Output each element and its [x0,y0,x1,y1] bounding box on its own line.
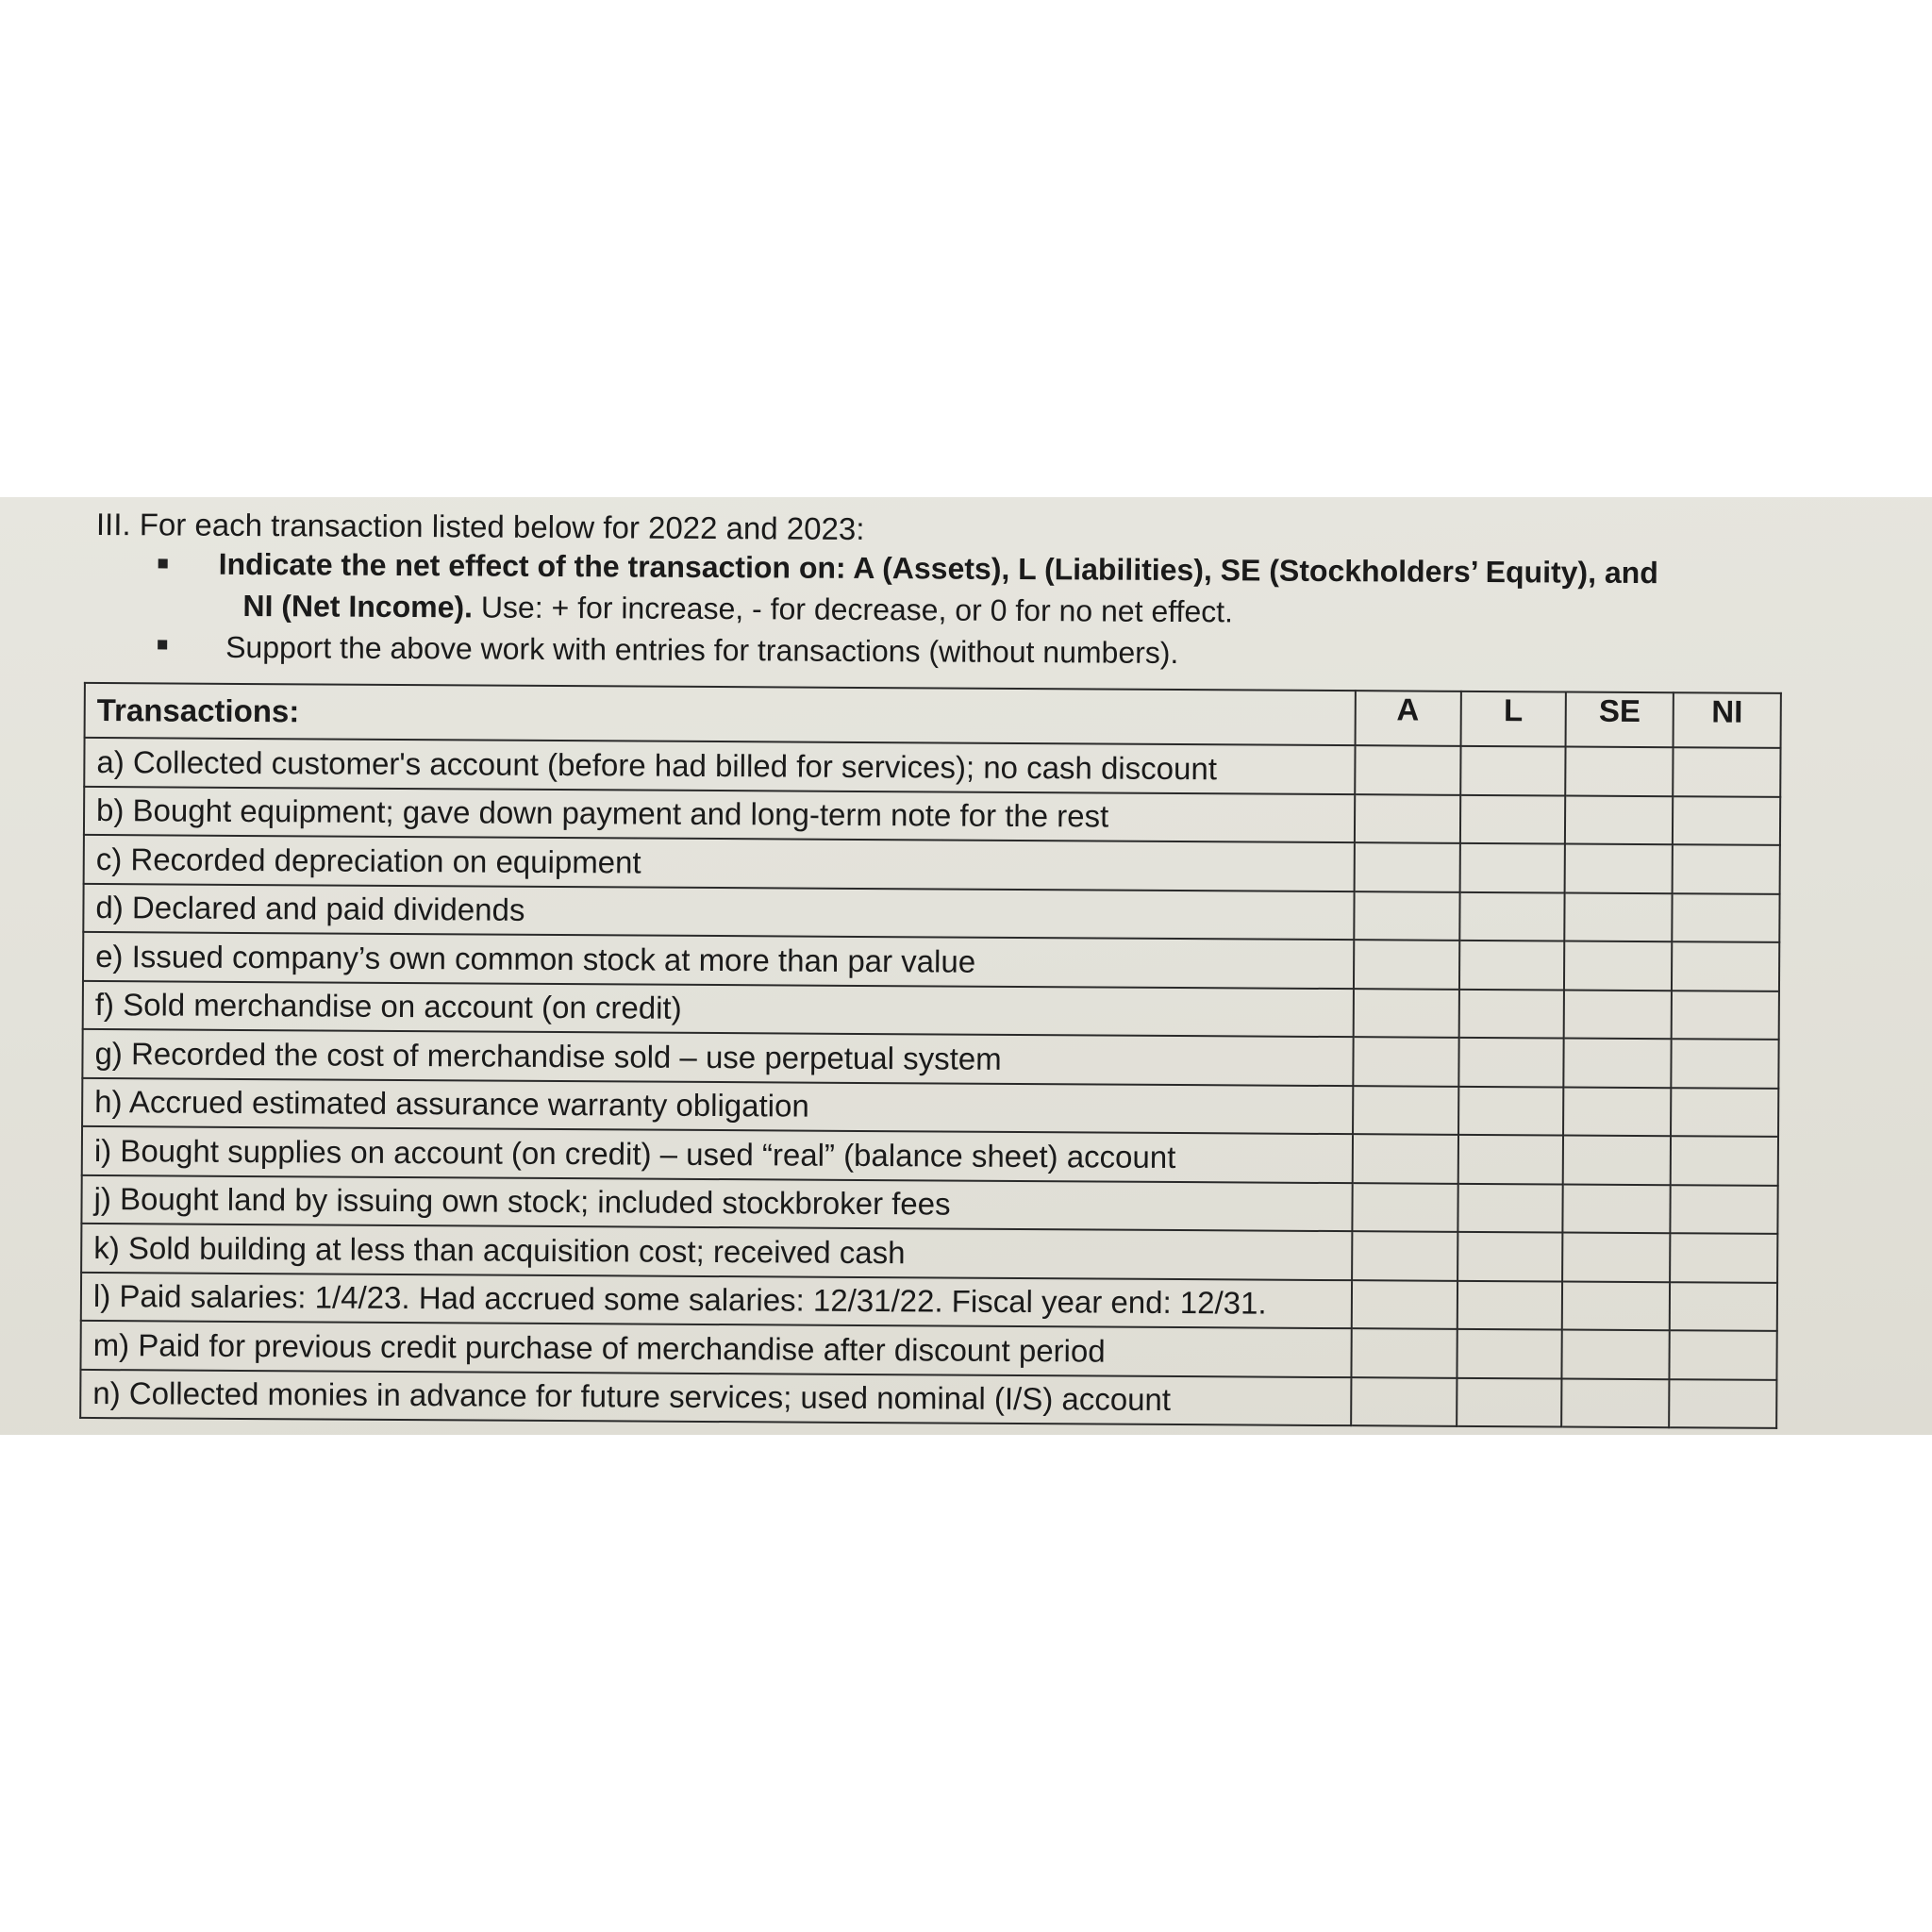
answer-cell-a[interactable] [1352,1231,1457,1280]
answer-cell-se[interactable] [1563,1136,1671,1185]
transaction-description: c) Recorded depreciation on equipment [84,835,1355,891]
bullet-square-icon [158,558,168,568]
answer-cell-a[interactable] [1354,891,1459,941]
table-header-row [85,683,1781,748]
answer-cell-ni[interactable] [1670,1330,1777,1379]
answer-cell-a[interactable] [1355,745,1460,794]
answer-cell-se[interactable] [1565,795,1673,844]
answer-cell-se[interactable] [1562,1281,1670,1330]
header-liabilities: L [1460,691,1566,747]
question-heading: III. For each transaction listed below for 2022 and 2023: [95,507,865,546]
answer-cell-ni[interactable] [1671,1039,1778,1088]
answer-cell-l[interactable] [1459,794,1565,843]
answer-cell-ni[interactable] [1673,796,1780,845]
transaction-description: a) Collected customer's account (before had billed for services); no cash discount [84,738,1355,794]
document-photo [0,497,1932,1435]
answer-cell-se[interactable] [1564,941,1672,991]
answer-cell-l[interactable] [1457,1377,1562,1426]
answer-cell-ni[interactable] [1670,1233,1777,1282]
transactions-table [79,682,1782,1429]
transaction-description: m) Paid for previous credit purchase of merchandise after discount period [80,1321,1351,1377]
answer-cell-a[interactable] [1353,1086,1458,1135]
answer-cell-a[interactable] [1352,1183,1457,1232]
worksheet [0,497,1932,1435]
answer-cell-se[interactable] [1566,747,1674,796]
answer-cell-se[interactable] [1563,1087,1671,1136]
answer-cell-l[interactable] [1457,1232,1563,1281]
transaction-description: h) Accrued estimated assurance warranty obligation [82,1077,1353,1134]
answer-cell-se[interactable] [1564,1039,1672,1088]
answer-cell-a[interactable] [1351,1328,1457,1377]
transaction-description: e) Issued company’s own common stock at more than par value [83,932,1354,989]
answer-cell-a[interactable] [1352,1134,1457,1183]
transactions-body [80,738,1780,1428]
answer-cell-l[interactable] [1459,843,1565,892]
table-row [80,1369,1776,1427]
answer-cell-a[interactable] [1351,1280,1457,1329]
answer-cell-l[interactable] [1457,1135,1563,1184]
answer-cell-ni[interactable] [1670,1282,1777,1331]
answer-cell-a[interactable] [1355,794,1460,843]
answer-cell-ni[interactable] [1671,1088,1778,1137]
bullet-square-icon [158,640,167,649]
transaction-description: l) Paid salaries: 1/4/23. Had accrued some salaries: 12/31/22. Fiscal year end: 12/31. [81,1272,1352,1328]
answer-cell-a[interactable] [1354,940,1459,989]
transaction-description: i) Bought supplies on account (on credit) – used “real” (balance sheet) account [82,1126,1353,1183]
header-assets: A [1355,691,1460,746]
instruction-bullet-1-line-1: Indicate the net effect of the transaction on: A (Assets), L (Liabilities), SE (Stockholders’ Equity), and [218,546,1658,591]
transaction-description: j) Bought land by issuing own stock; included stockbroker fees [81,1174,1352,1231]
instruction-bullet-1-line-2 [242,589,1233,629]
answer-cell-ni[interactable] [1673,844,1780,893]
answer-cell-se[interactable] [1565,844,1673,893]
net-income-label: NI (Net Income). [242,588,474,625]
answer-cell-a[interactable] [1353,989,1458,1038]
answer-cell-a[interactable] [1353,1037,1458,1086]
answer-cell-l[interactable] [1457,1280,1562,1329]
answer-cell-se[interactable] [1564,990,1672,1039]
answer-cell-l[interactable] [1460,746,1566,795]
answer-cell-l[interactable] [1458,989,1564,1038]
answer-cell-se[interactable] [1562,1330,1670,1379]
header-stockholders-equity: SE [1566,692,1674,748]
answer-cell-l[interactable] [1458,941,1564,990]
answer-cell-l[interactable] [1459,891,1565,941]
answer-cell-a[interactable] [1351,1377,1457,1426]
header-net-income: NI [1674,692,1781,748]
transaction-description: f) Sold merchandise on account (on credit) [83,980,1354,1037]
answer-cell-l[interactable] [1458,1038,1564,1087]
answer-cell-ni[interactable] [1669,1379,1776,1428]
answer-cell-ni[interactable] [1671,1185,1778,1234]
transaction-description: k) Sold building at less than acquisition cost; received cash [81,1224,1352,1280]
answer-cell-ni[interactable] [1672,893,1779,942]
answer-cell-ni[interactable] [1672,991,1779,1040]
transaction-description: g) Recorded the cost of merchandise sold – use perpetual system [82,1029,1353,1086]
transaction-description: d) Declared and paid dividends [83,883,1354,940]
answer-cell-se[interactable] [1562,1233,1670,1282]
answer-cell-se[interactable] [1561,1378,1669,1427]
transaction-description: n) Collected monies in advance for future services; used nominal (I/S) account [80,1369,1351,1425]
transaction-description: b) Bought equipment; gave down payment and long-term note for the rest [84,786,1355,842]
answer-cell-l[interactable] [1458,1086,1564,1135]
answer-cell-se[interactable] [1565,892,1673,941]
instruction-bullet-2: Support the above work with entries for transactions (without numbers). [225,629,1179,671]
header-transactions: Transactions: [85,683,1356,745]
answer-cell-ni[interactable] [1673,747,1780,796]
answer-cell-ni[interactable] [1672,941,1779,991]
answer-cell-ni[interactable] [1671,1136,1778,1185]
answer-cell-a[interactable] [1354,842,1459,891]
usage-note: Use: + for increase, - for decrease, or 0 for no net effect. [472,590,1234,629]
answer-cell-l[interactable] [1457,1329,1562,1378]
answer-cell-l[interactable] [1457,1183,1563,1232]
answer-cell-se[interactable] [1563,1184,1671,1233]
